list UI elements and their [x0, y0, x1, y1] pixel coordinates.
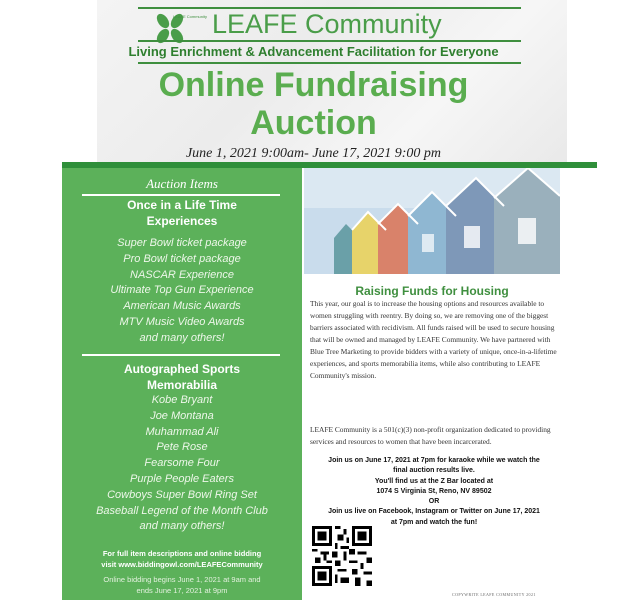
- tagline: Living Enrichment & Advancement Facilitation for Everyone: [128, 44, 499, 59]
- list-item: Pete Rose: [156, 441, 208, 454]
- event-line: OR: [428, 498, 440, 506]
- list-item: Purple People Eaters: [130, 472, 234, 485]
- bidding-line1: For full item descriptions and online bidding: [102, 549, 262, 558]
- group1-heading-line1: Once in a Life Time: [127, 198, 237, 212]
- event-line: 1074 S Virginia St, Reno, NV 89502: [376, 487, 492, 495]
- group2-heading-line1: Autographed Sports: [124, 362, 240, 376]
- bidding-url[interactable]: visit www.biddingowl.com/LEAFECommunity: [101, 560, 263, 569]
- list-item: Fearsome Four: [144, 457, 220, 470]
- panel-rule-2: [82, 354, 280, 356]
- auction-items-title: Auction Items: [146, 176, 218, 191]
- nonprofit-statement: LEAFE Community is a 501(c)(3) non-profit organization dedicated to providing services and resources to women that have been incarcerated.: [310, 425, 551, 446]
- group1-heading-line2: Experiences: [146, 214, 218, 228]
- event-line: Join us on June 17, 2021 at 7pm for karaoke while we watch the: [328, 457, 540, 464]
- event-details: [306, 456, 562, 528]
- group2-list: [47, 393, 317, 535]
- logo-text: LEAFE Community: [173, 14, 208, 19]
- headline-line1: Online Fundraising: [158, 66, 469, 104]
- houses-photo: [304, 168, 560, 274]
- qr-code-icon[interactable]: [312, 526, 372, 586]
- list-item: MTV Music Video Awards: [119, 315, 245, 328]
- event-line: You'll find us at the Z Bar located at: [374, 477, 494, 485]
- community-name: LEAFE Community: [212, 9, 442, 39]
- headline-line2: Auction: [250, 104, 377, 142]
- bidding-info: [47, 548, 317, 570]
- list-item: Cowboys Super Bowl Ring Set: [107, 488, 257, 501]
- group2-heading-line2: Memorabilia: [146, 378, 218, 392]
- tagline-bottom-rule: [138, 62, 521, 64]
- list-item: NASCAR Experience: [130, 268, 234, 281]
- event-line: at 7pm and watch the fun!: [390, 518, 478, 526]
- begins-line2: ends June 17, 2021 at 9pm: [136, 586, 228, 595]
- list-item: Joe Montana: [150, 409, 214, 422]
- event-line: Join us live on Facebook, Instagram or Twitter on June 17, 2021: [328, 508, 540, 516]
- auction-items-panel: [62, 168, 302, 600]
- panel-rule-1: [82, 194, 280, 196]
- group1-list: [47, 236, 317, 347]
- housing-title: Raising Funds for Housing: [355, 284, 509, 298]
- tagline-top-rule: [138, 40, 521, 42]
- event-line: final auction results live.: [393, 467, 475, 475]
- list-item: American Music Awards: [123, 300, 241, 313]
- auction-dates: June 1, 2021 9:00am- June 17, 2021 9:00 pm: [185, 146, 442, 161]
- list-item: Kobe Bryant: [151, 394, 213, 406]
- list-item: and many others!: [139, 520, 225, 533]
- list-item: and many others!: [139, 331, 225, 344]
- copyright: COPYWRITE LEAFE COMMUNITY 2021: [452, 592, 536, 597]
- housing-paragraph: This year, our goal is to increase the housing options and resources available to women struggling with reentry. By doing so, we are removing one of the biggest barriers associated with recidivism. All funds raised will be used to secure housing that will be owned and managed by LEAFE Community. We have partnered with Blue Tree Marketing to provide bidders with a variety of unique, once-in-a-lifetime experiences, and sports memorabilia items, while also contributing to LEAFE Community's mission.: [310, 299, 557, 380]
- list-item: Pro Bowl ticket package: [123, 252, 241, 265]
- list-item: Baseball Legend of the Month Club: [96, 504, 268, 517]
- bidding-dates-note: [47, 574, 317, 596]
- begins-line1: Online bidding begins June 1, 2021 at 9am and: [103, 575, 261, 584]
- list-item: Super Bowl ticket package: [117, 237, 247, 249]
- list-item: Ultimate Top Gun Experience: [110, 284, 254, 297]
- list-item: Muhammad Ali: [145, 425, 219, 438]
